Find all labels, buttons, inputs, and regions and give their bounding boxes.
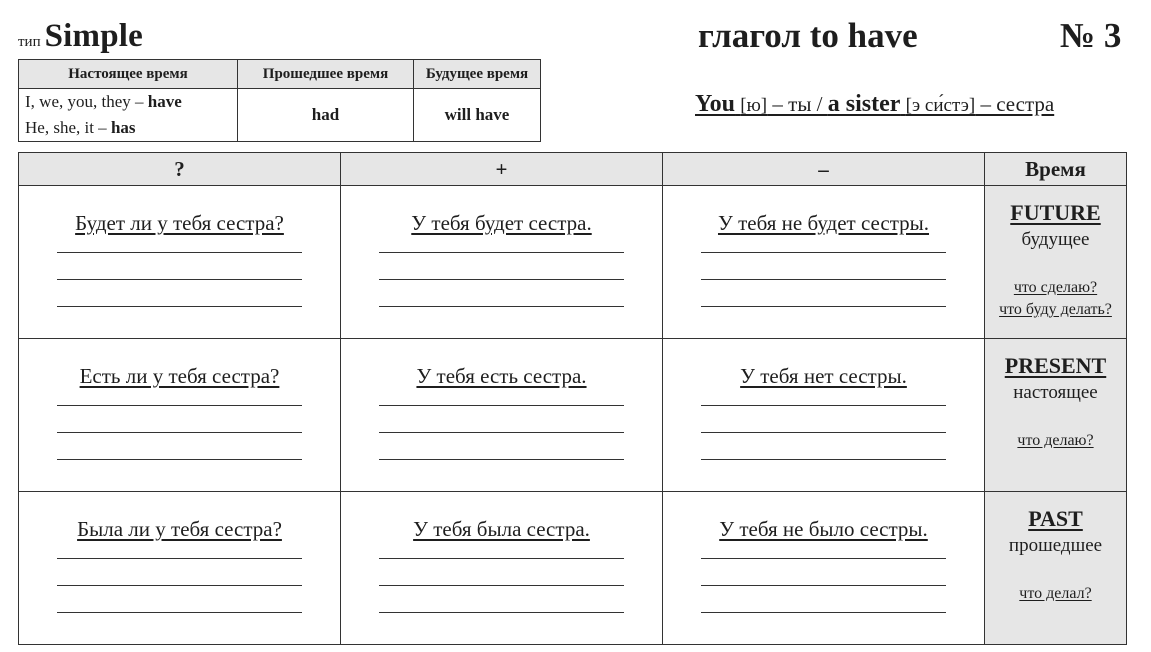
conjugation-table [18, 59, 541, 142]
exercise-grid [18, 152, 1127, 645]
answer-line[interactable] [57, 585, 302, 586]
answer-line[interactable] [701, 612, 946, 613]
tense-present-question-1: что делаю? [1017, 432, 1094, 449]
row-future [19, 186, 1127, 339]
answer-line[interactable] [379, 306, 624, 307]
type-heading [18, 18, 143, 55]
tense-past-en: PAST [1028, 506, 1083, 531]
prompt-past-positive: У тебя была сестра. [413, 517, 590, 541]
answer-line[interactable] [57, 459, 302, 460]
cell-future-negative [663, 186, 985, 339]
cell-present-positive [341, 339, 663, 492]
cell-past-question [19, 492, 341, 645]
row-past [19, 492, 1127, 645]
page-number: № 3 [1060, 16, 1122, 55]
answer-line[interactable] [379, 279, 624, 280]
answer-line[interactable] [379, 459, 624, 460]
cell-present-tense [985, 339, 1127, 492]
answer-line[interactable] [57, 432, 302, 433]
answer-line[interactable] [701, 558, 946, 559]
answer-line[interactable] [701, 585, 946, 586]
answer-line[interactable] [57, 252, 302, 253]
prompt-future-question: Будет ли у тебя сестра? [75, 211, 284, 235]
prompt-present-negative: У тебя нет сестры. [740, 364, 907, 388]
conj-header-past: Прошедшее время [238, 60, 414, 89]
conj-past-cell: had [238, 89, 414, 142]
page-title: глагол to have [698, 16, 918, 55]
conj-future-cell: will have [414, 89, 541, 142]
answer-line[interactable] [379, 405, 624, 406]
tense-future-question-2: что буду делать? [999, 301, 1112, 318]
row-present [19, 339, 1127, 492]
answer-line[interactable] [379, 558, 624, 559]
answer-line[interactable] [57, 612, 302, 613]
col-header-positive: + [341, 153, 663, 186]
col-header-tense: Время [985, 153, 1127, 186]
tense-future-question-1: что сделаю? [1013, 279, 1098, 296]
answer-line[interactable] [57, 558, 302, 559]
type-name: Simple [44, 18, 144, 54]
cell-present-negative [663, 339, 985, 492]
prompt-present-positive: У тебя есть сестра. [416, 364, 587, 388]
col-header-negative: – [663, 153, 985, 186]
conj-present-verb-2: has [110, 118, 136, 137]
conj-present-verb-1: have [147, 92, 182, 111]
conj-present-line-2 [25, 115, 231, 141]
cell-future-tense [985, 186, 1127, 339]
cell-past-positive [341, 492, 663, 645]
tense-past-ru: прошедшее [1008, 535, 1103, 556]
vocab-word-sister: a sister [827, 91, 901, 117]
answer-line[interactable] [701, 306, 946, 307]
tense-future-en: FUTURE [1010, 200, 1101, 225]
prompt-future-negative: У тебя не будет сестры. [717, 211, 930, 235]
answer-line[interactable] [379, 252, 624, 253]
prompt-present-question: Есть ли у тебя сестра? [79, 364, 280, 388]
answer-line[interactable] [701, 432, 946, 433]
answer-line[interactable] [701, 279, 946, 280]
cell-past-negative [663, 492, 985, 645]
vocab-translation-sister: – сестра [975, 92, 1055, 116]
prompt-past-question: Была ли у тебя сестра? [77, 517, 282, 541]
cell-future-positive [341, 186, 663, 339]
vocab-pron-sister: [э си́стэ] [905, 95, 976, 116]
tense-future-ru: будущее [1021, 229, 1090, 250]
conj-present-cell [19, 89, 238, 142]
vocab-word-you: You [695, 91, 736, 117]
conj-header-present: Настоящее время [19, 60, 238, 89]
conj-header-future: Будущее время [414, 60, 541, 89]
cell-present-question [19, 339, 341, 492]
tense-present-ru: настоящее [1013, 382, 1098, 403]
answer-line[interactable] [379, 432, 624, 433]
cell-future-question [19, 186, 341, 339]
cell-past-tense [985, 492, 1127, 645]
col-header-question: ? [19, 153, 341, 186]
conj-present-pronouns-1: I, we, you, they – [25, 92, 148, 111]
prompt-future-positive: У тебя будет сестра. [411, 211, 592, 235]
prompt-past-negative: У тебя не было сестры. [719, 517, 928, 541]
answer-line[interactable] [57, 306, 302, 307]
tense-past-question-1: что делал? [1019, 585, 1092, 602]
type-label: тип [18, 34, 41, 50]
tense-present-en: PRESENT [1004, 353, 1107, 378]
answer-line[interactable] [57, 279, 302, 280]
vocab-line [695, 91, 1054, 118]
answer-line[interactable] [379, 585, 624, 586]
answer-line[interactable] [701, 459, 946, 460]
answer-line[interactable] [701, 252, 946, 253]
answer-line[interactable] [57, 405, 302, 406]
vocab-translation-you: – ты / [767, 92, 828, 116]
conj-present-line-1 [25, 89, 231, 115]
vocab-pron-you: [ю] [740, 95, 768, 116]
answer-line[interactable] [379, 612, 624, 613]
conj-present-pronouns-2: He, she, it – [25, 118, 111, 137]
answer-line[interactable] [701, 405, 946, 406]
